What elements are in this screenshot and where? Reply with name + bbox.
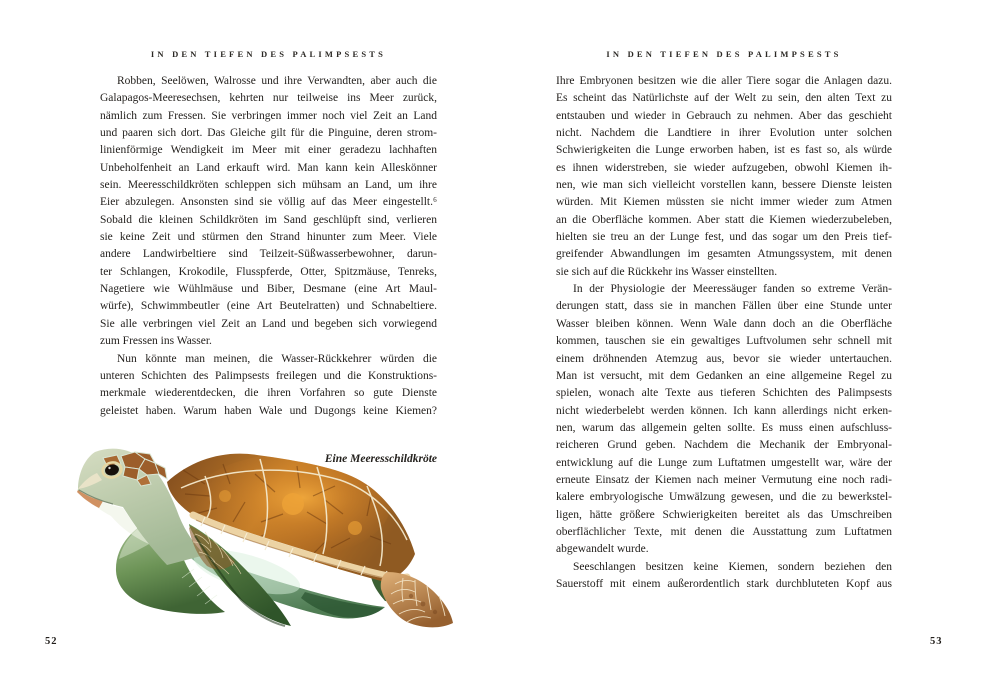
text-line: Wasser bleiben können. Wenn Wale dann doch an die Oberfläche (556, 317, 892, 330)
text-line: kalere embryologische Umwälzung gewesen, und die zu bewerkstel- (556, 491, 892, 504)
running-head-left: IN DEN TIEFEN DES PALIMPSESTS (150, 49, 387, 59)
text-line: hielten sie treu an der Lunge fest, und das sogar um den Preis tief- (556, 231, 892, 244)
paragraph (556, 559, 892, 594)
sea-turtle-illustration (55, 444, 460, 639)
text-line: Eier abzulegen. Ansonsten sind sie völlig auf das Meer eingestellt.⁶ (100, 196, 437, 209)
text-line: zum Fressen ins Wasser. (100, 335, 212, 348)
text-line: Nun könnte man meinen, die Wasser-Rückkehrer würden die (117, 352, 437, 365)
text-line: Schwierigkeiten die Lunge erworben haben, ist es fast so, als würde (556, 144, 892, 157)
text-line: Nagetiere wie Wühlmäuse und Biber, Desmane (eine Art Maul- (100, 283, 437, 296)
text-line: oberflächlicher Texte, mit denen die Ausstattung zum Luftatmen (556, 525, 892, 538)
text-line: unteren Schichten des Palimpsests freilegen und die Konstruktions- (100, 369, 437, 382)
text-line: erneute Einsatz der Kiemen nach meiner Vermutung eine noch radi- (556, 473, 892, 486)
text-line: kommen, tauschen sie ein gewaltiges Luftvolumen sehr schnell mit (556, 335, 892, 348)
text-line: spielen, wonach alte Texte aus tieferen Schichten des Palimpsests (556, 387, 892, 400)
text-line: derungen statt, dass sie in manchen Fällen über eine Stunde unter (556, 300, 892, 313)
text-line: sein. Meeresschildkröten schleppen sich mühsam an Land, um ihre (100, 179, 437, 192)
text-line: und paaren sich dort. Das Gleiche gilt für die Pinguine, deren strom- (100, 127, 437, 140)
paragraph (556, 73, 892, 281)
text-line: sie keine Zeit und stürmen den Strand hinunter zum Meer. Viele (100, 231, 437, 244)
text-line: geleistet haben. Warum haben Wale und Dugongs keine Kiemen? (100, 404, 437, 417)
text-line: Galapagos-Meeresechsen, kehrten nur teilweise ins Meer zurück, (100, 92, 437, 105)
text-line: ter Schlangen, Krokodile, Flusspferde, Otter, Spitzmäuse, Tenreks, (100, 265, 437, 278)
text-line: reicheren Grund geben. Nachdem die Mechanik der Embryonal- (556, 439, 892, 452)
running-head-right: IN DEN TIEFEN DES PALIMPSESTS (606, 49, 842, 59)
text-line: Seeschlangen besitzen keine Kiemen, sondern beziehen den (573, 560, 892, 573)
text-line: sie sich auf die Rückkehr ins Wasser einstellten. (556, 265, 778, 278)
text-line: entwicklung auf die Lunge zum Luftatmen umgestellt war, wäre der (556, 456, 892, 469)
text-line: Robben, Seelöwen, Walrosse und ihre Verwandten, aber auch die (117, 75, 437, 87)
illustration-caption: Eine Meeresschildkröte (324, 453, 437, 465)
text-line: merkmale wiederentdecken, die ihren Vorfahren so gute Dienste (100, 387, 437, 400)
text-line: Unbeholfenheit an Land erkauft wird. Man kann kein Alleskönner (100, 161, 437, 174)
text-line: Sauerstoff mit einem außerordentlich stark durchbluteten Kopf aus (556, 577, 892, 590)
text-line: nen, wie man sich vielleicht vorstellen kann, bessere Dienste leisten (556, 179, 892, 192)
text-line: an die Oberfläche kommen. Aber statt die Kiemen wiederzubeleben, (556, 213, 892, 226)
text-line: Sie alle verbringen viel Zeit an Land und begeben sich vorwiegend (100, 317, 437, 330)
text-line: In der Physiologie der Meeressäuger fanden so extreme Verän- (573, 283, 892, 296)
page-number-left: 52 (45, 636, 58, 647)
text-line: abgewandelt wurde. (556, 543, 649, 556)
text-line: würden. Mit Kiemen müssten sie nicht immer wieder zum Atmen (556, 196, 892, 209)
text-line: nen, warum das allgemein gelten sollte. Es muss einen aufschluss- (556, 421, 892, 434)
text-line: Man ist versucht, mit dem Gedanken an eine allgemeine Regel zu (556, 369, 892, 382)
text-line: Ihre Embryonen besitzen wie die aller Tiere sogar die Anlagen dazu. (556, 75, 892, 87)
turtle-rear-flipper (381, 572, 453, 627)
text-line: es ihnen widerstreben, sie wieder aufzugeben, obwohl Kiemen ih- (556, 161, 892, 174)
text-line: nicht wiederbelebt werden können. Ich kann allerdings nicht erken- (556, 404, 892, 417)
text-line: ligen, hätte größere Schwierigkeiten bereitet als das Umschreiben (556, 508, 892, 521)
text-line: Sobald die kleinen Schildkröten im Sand geschlüpft sind, verlieren (100, 213, 437, 226)
text-line: Es scheint das Natürlichste auf der Welt zu sein, den alten Text zu (556, 92, 892, 105)
text-line: würfe), Schwimmbeutler (eine Art Beutelratten) und Schnabeltiere. (100, 300, 437, 313)
paragraph (100, 73, 437, 351)
text-line: andere Landwirbeltiere sind Teilzeit-Süßwasserbewohner, darun- (100, 248, 437, 261)
text-line: nicht. Nachdem die Landtiere in ihrer Evolution unter solchen (556, 127, 892, 140)
paragraph (100, 351, 437, 420)
text-line: nämlich zum Fressen. Sie verbringen immer noch viel Zeit an Land (100, 109, 437, 122)
page-number-right: 53 (930, 636, 943, 647)
text-line: greifender Abwandlungen im gesamten Atmungssystem, mit denen (556, 248, 892, 261)
right-text-column (556, 73, 892, 593)
text-line: einem dröhnenden Atemzug aus, bevor sie wieder untertauchen. (556, 352, 892, 365)
left-text-column (100, 73, 437, 420)
paragraph (556, 281, 892, 559)
text-line: linienförmige Wendigkeit im Meer mit einer geradezu lachhaften (100, 144, 437, 157)
text-line: entstauben und wieder in Gebrauch zu nehmen. Aber das geschieht (556, 109, 892, 122)
